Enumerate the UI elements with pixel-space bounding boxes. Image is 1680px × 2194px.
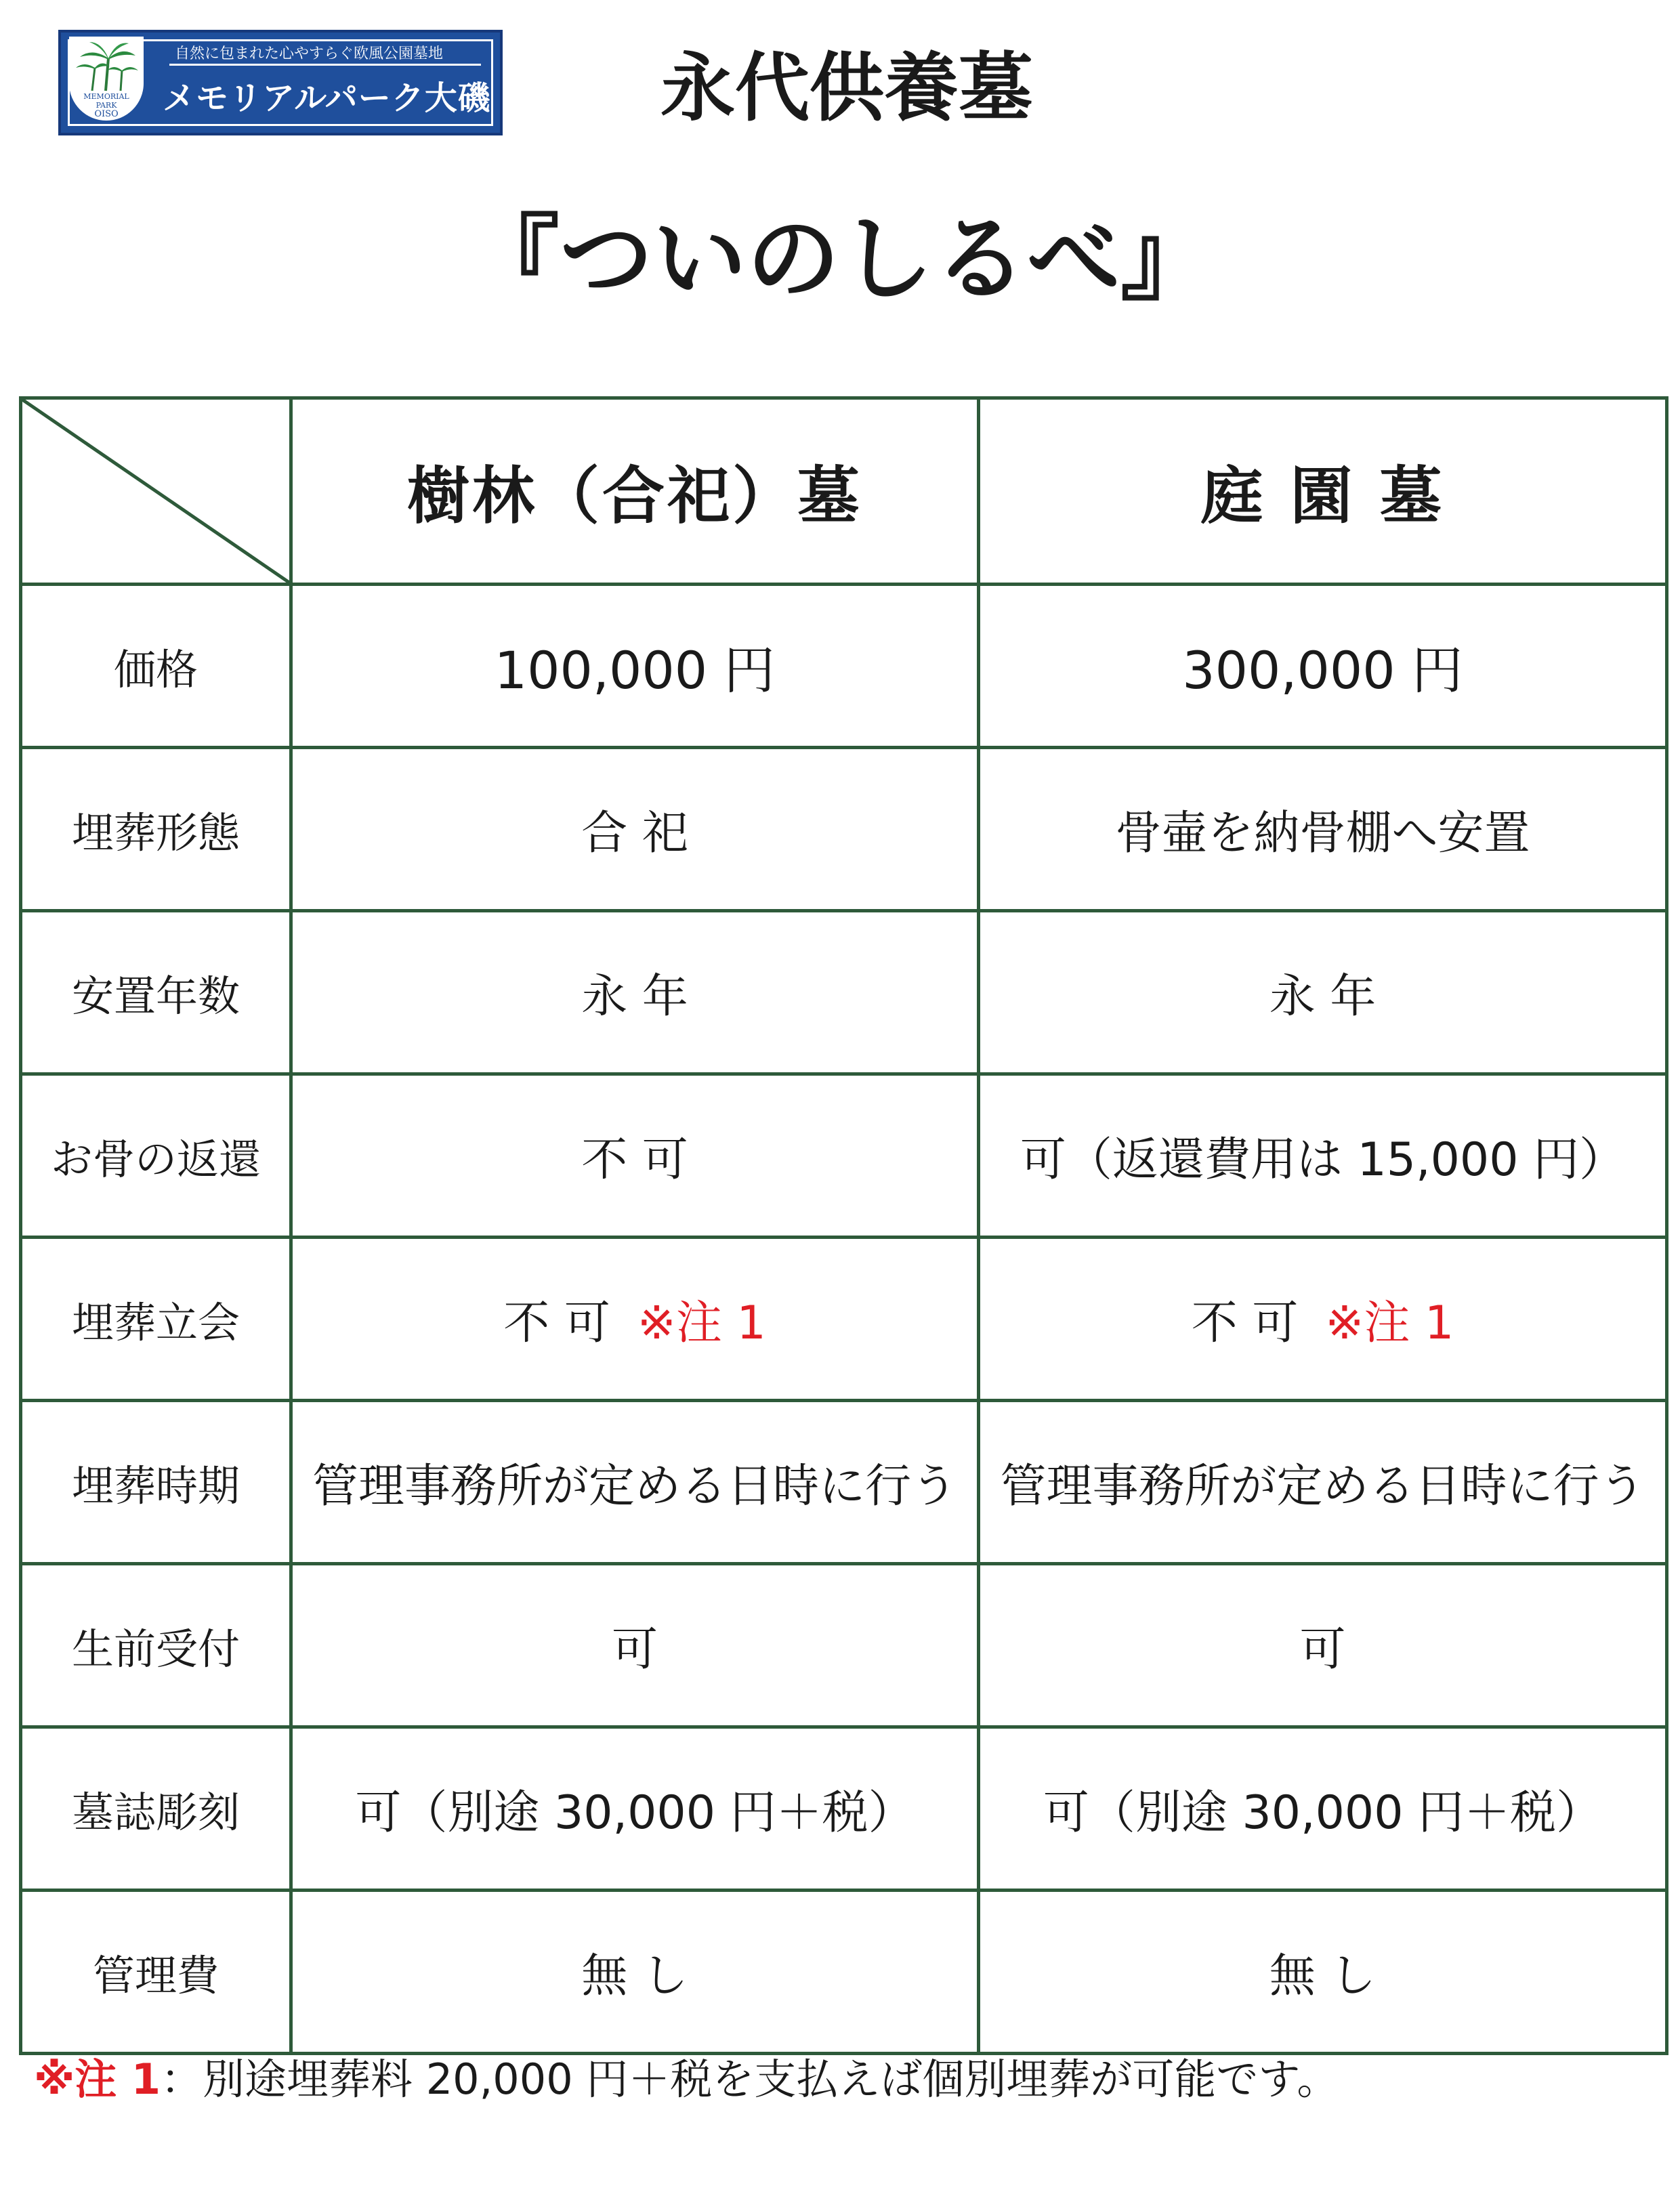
row-label: 墓誌彫刻 bbox=[21, 1727, 291, 1891]
note-reference: ※注 1 bbox=[1325, 1296, 1454, 1350]
cell-value: 永 年 bbox=[979, 911, 1667, 1074]
row-label: 埋葬立会 bbox=[21, 1238, 291, 1401]
table-row bbox=[21, 1564, 1667, 1727]
table-row bbox=[21, 1238, 1667, 1401]
emblem-text-memorial: MEMORIAL bbox=[83, 92, 129, 101]
table-row bbox=[21, 1891, 1667, 2054]
logo-name: メモリアルパーク大磯 bbox=[163, 79, 491, 117]
cell-value: 可（返還費用は 15,000 円） bbox=[979, 1074, 1667, 1238]
cell-value: 無 し bbox=[291, 1891, 979, 2054]
comparison-table bbox=[19, 396, 1665, 2019]
emblem-text-oiso: OISO bbox=[94, 109, 119, 119]
diagonal-line bbox=[22, 400, 289, 583]
footnote bbox=[34, 2046, 1339, 2106]
column-header-forest: 樹林（合祀）墓 bbox=[291, 398, 979, 585]
emblem-text-park: PARK bbox=[96, 101, 117, 110]
cell-value: 可 bbox=[979, 1564, 1667, 1727]
cell-value: 不 可 bbox=[291, 1074, 979, 1238]
row-label: 埋葬時期 bbox=[21, 1401, 291, 1564]
table-row bbox=[21, 585, 1667, 748]
cell-text: 不 可 bbox=[503, 1296, 610, 1350]
row-label: 埋葬形態 bbox=[21, 748, 291, 911]
cell-value: 無 し bbox=[979, 1891, 1667, 2054]
page-title: 永代供養墓 bbox=[660, 45, 1033, 131]
note-reference: ※注 1 bbox=[637, 1296, 766, 1350]
footnote-mark: ※注 1 bbox=[34, 2054, 161, 2104]
cell-value: 可（別途 30,000 円＋税） bbox=[291, 1727, 979, 1891]
table-row bbox=[21, 1727, 1667, 1891]
footnote-text: ：別途埋葬料 20,000 円＋税を支払えば個別埋葬が可能です。 bbox=[161, 2054, 1339, 2104]
corner-cell bbox=[21, 398, 291, 585]
cell-value: 可（別途 30,000 円＋税） bbox=[979, 1727, 1667, 1891]
cell-value bbox=[291, 1238, 979, 1401]
cell-value: 骨壷を納骨棚へ安置 bbox=[979, 748, 1667, 911]
cell-value: 100,000 円 bbox=[291, 585, 979, 748]
logo-tagline: 自然に包まれた心やすらぐ欧風公園墓地 bbox=[175, 45, 444, 62]
cell-text: 不 可 bbox=[1191, 1296, 1299, 1350]
column-header-garden: 庭 園 墓 bbox=[979, 398, 1667, 585]
cell-value: 300,000 円 bbox=[979, 585, 1667, 748]
cell-value: 管理事務所が定める日時に行う bbox=[291, 1401, 979, 1564]
table-row bbox=[21, 1074, 1667, 1238]
table-row bbox=[21, 1401, 1667, 1564]
table-row bbox=[21, 911, 1667, 1074]
row-label: 安置年数 bbox=[21, 911, 291, 1074]
row-label: 生前受付 bbox=[21, 1564, 291, 1727]
cell-value: 可 bbox=[291, 1564, 979, 1727]
table-row bbox=[21, 748, 1667, 911]
row-label: お骨の返還 bbox=[21, 1074, 291, 1238]
row-label: 価格 bbox=[21, 585, 291, 748]
cell-value: 合 祀 bbox=[291, 748, 979, 911]
cell-value bbox=[979, 1238, 1667, 1401]
cell-value: 管理事務所が定める日時に行う bbox=[979, 1401, 1667, 1564]
table-header-row bbox=[21, 398, 1667, 585]
row-label: 管理費 bbox=[21, 1891, 291, 2054]
page-subtitle: 『ついのしるべ』 bbox=[465, 205, 1214, 314]
cell-value: 永 年 bbox=[291, 911, 979, 1074]
